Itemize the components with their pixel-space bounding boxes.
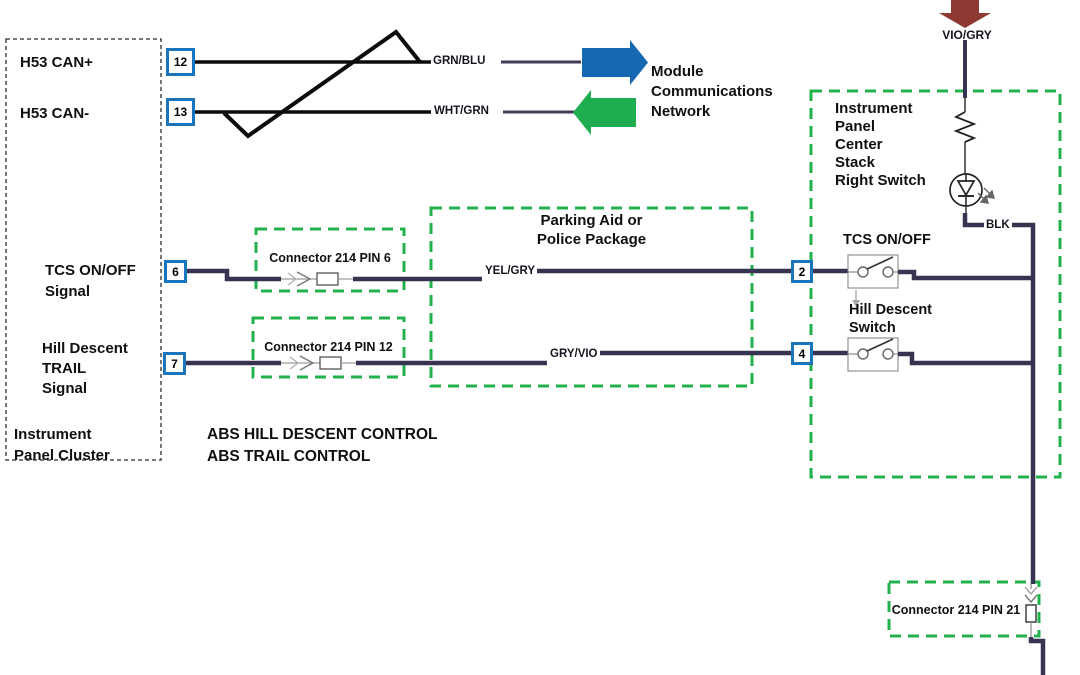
supply-arrow-down-icon [939,0,991,28]
hill-descent-switch-label [849,301,932,337]
module-network-label [651,62,773,122]
hill-signal-line1: Hill Descent [42,340,128,357]
resistor-symbol [956,112,974,142]
stack-name-line5: Right Switch [835,172,926,189]
tcs-switch-symbol [813,255,1033,288]
hill-signal-label [42,339,128,399]
blk-wire-tag: BLK [986,219,1010,231]
vio-gry-wire-tag: VIO/GRY [942,28,992,42]
network-arrow-left-icon [573,90,636,135]
grn-blu-wire-tag: GRN/BLU [433,55,486,67]
cluster-name-line1: Instrument [14,426,92,443]
connector-214-pin12-label: Connector 214 PIN 12 [264,340,393,354]
hill-signal-wire [185,353,791,370]
hill-signal-line3: Signal [42,380,88,397]
tcs-switch-label: TCS ON/OFF [843,232,931,248]
abs-line1: ABS HILL DESCENT CONTROL [207,426,438,443]
stack-name-line2: Panel [835,118,876,135]
parking-line2: Police Package [536,231,647,248]
led-symbol [950,174,994,206]
module-network-line3: Network [651,103,711,120]
pin-13-box: 13 [166,98,195,126]
hill-signal-line2: TRAIL [42,360,87,377]
hill-switch-line1: Hill Descent [849,302,932,318]
ground-and-bus-wire [965,206,1033,584]
module-network-line1: Module [651,63,704,80]
tcs-signal-line1: TCS ON/OFF [45,262,136,279]
hill-descent-switch-symbol [813,338,1033,371]
abs-line2: ABS TRAIL CONTROL [207,448,371,465]
stack-name-line3: Center [835,136,883,153]
stack-name-line1: Instrument [835,100,913,117]
pin-6-box: 6 [164,260,187,283]
pin-2-box: 2 [791,260,813,283]
tcs-signal-line2: Signal [45,283,91,300]
network-leads [501,62,581,112]
can-wires [195,32,431,136]
pin-4-box: 4 [791,342,813,365]
stack-name-line4: Stack [835,154,876,171]
h53-can-plus-label: H53 CAN+ [20,54,93,71]
network-arrow-right-icon [582,40,648,85]
abs-system-label [207,424,438,468]
parking-aid-police-label [431,211,752,249]
hill-switch-line2: Switch [849,320,896,336]
parking-line1: Parking Aid or [540,212,643,229]
center-stack-name-label [835,100,926,190]
connector-214-pin21-label: Connector 214 PIN 21 [891,603,1021,617]
wht-grn-wire-tag: WHT/GRN [434,105,489,117]
pin-7-box: 7 [163,352,186,375]
cluster-name-line2: Panel Cluster [14,447,110,464]
twisted-pair-crossover [224,32,420,136]
connector-214-pin6-label: Connector 214 PIN 6 [269,251,391,265]
tcs-signal-label [45,260,136,302]
pin-12-box: 12 [166,48,195,76]
cluster-name-label [14,424,110,466]
gry-vio-wire-tag: GRY/VIO [550,348,598,360]
yel-gry-wire-tag: YEL/GRY [485,265,536,277]
module-network-line2: Communications [651,83,773,100]
h53-can-minus-label: H53 CAN- [20,105,90,122]
